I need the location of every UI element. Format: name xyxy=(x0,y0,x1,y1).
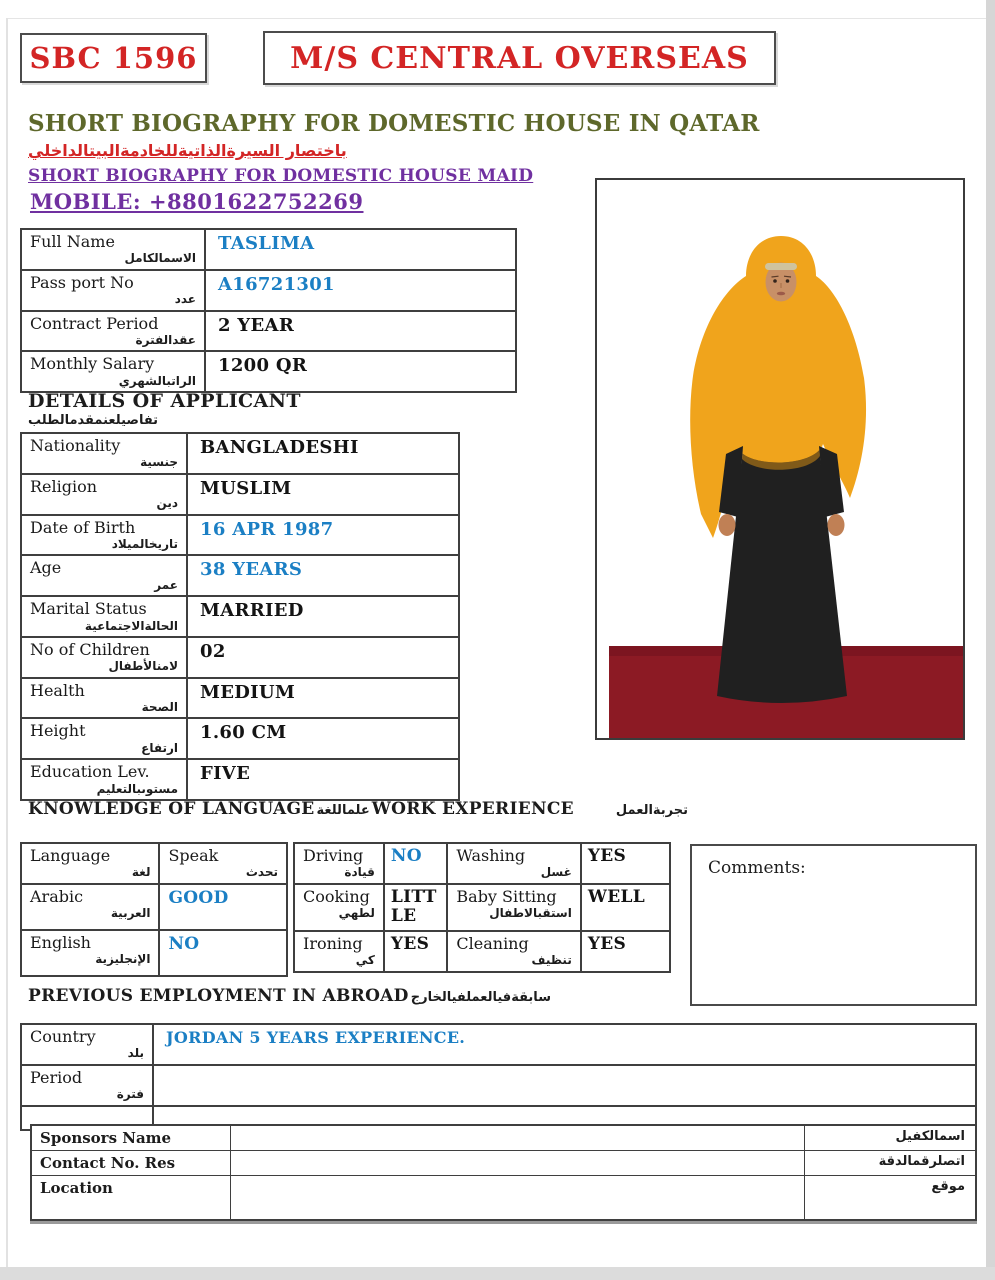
table-row xyxy=(21,311,516,352)
table-row xyxy=(31,1151,976,1176)
page-edge-top xyxy=(6,18,986,19)
table-row xyxy=(21,759,459,800)
field-label: Age xyxy=(30,558,62,578)
reference-code-box xyxy=(20,33,207,83)
field-value xyxy=(153,1065,976,1106)
table-row xyxy=(21,718,459,759)
sponsor-table xyxy=(30,1124,977,1221)
table-row xyxy=(21,229,516,270)
employment-section-heading-arabic: سابقةفيالعملفيالخارج xyxy=(410,990,551,1005)
document-subtitle: SHORT BIOGRAPHY FOR DOMESTIC HOUSE MAID xyxy=(28,166,534,186)
field-label-arabic: فترة xyxy=(116,1087,144,1102)
table-row xyxy=(31,1176,976,1220)
skill-label-arabic: غسل xyxy=(540,865,572,880)
language-name: Arabic xyxy=(30,886,84,906)
field-label-arabic: الاسمالكامل xyxy=(124,251,196,266)
sponsor-field-label-arabic: اسمالكفيل xyxy=(804,1125,976,1151)
comments-label: Comments: xyxy=(708,858,806,878)
mobile-number: MOBILE: +8801622752269 xyxy=(30,189,364,214)
field-label: Nationality xyxy=(30,436,121,455)
previous-employment-table xyxy=(20,1023,977,1131)
field-label: Date of Birth xyxy=(30,517,136,537)
field-value: MUSLIM xyxy=(187,474,459,515)
page-edge-left xyxy=(6,18,8,1267)
employment-heading-row xyxy=(28,986,553,1006)
field-value: 02 xyxy=(187,637,459,678)
table-row xyxy=(21,474,459,515)
sponsor-field-label: Contact No. Res xyxy=(31,1151,231,1176)
skill-label: Cleaning xyxy=(456,933,529,953)
table-row xyxy=(21,843,287,884)
table-row xyxy=(21,555,459,596)
applicant-details-table xyxy=(20,432,460,801)
language-name: English xyxy=(30,932,91,952)
skill-label-arabic: تنظيف xyxy=(531,953,572,968)
table-row xyxy=(294,931,670,972)
field-label: Marital Status xyxy=(30,599,147,619)
language-name-arabic: العربية xyxy=(110,906,151,921)
left-hand-shape xyxy=(719,514,736,536)
skill-label-arabic: قيادة xyxy=(344,865,375,880)
field-label: Full Name xyxy=(30,232,115,251)
skill-value: LITTLE xyxy=(384,884,447,931)
field-label: Health xyxy=(30,680,85,700)
skill-value: YES xyxy=(384,931,447,972)
column-header-arabic: تحدث xyxy=(245,865,278,880)
applicant-section-heading-arabic: تفاصيلعنمقدمالطلب xyxy=(28,413,159,428)
table-row xyxy=(31,1125,976,1151)
employment-section-heading: PREVIOUS EMPLOYMENT IN ABROAD xyxy=(28,986,409,1006)
language-level: GOOD xyxy=(159,884,287,930)
work-section-heading: WORK EXPERIENCE xyxy=(371,799,574,819)
language-section-heading: KNOWLEDGE OF LANGUAGE xyxy=(28,799,315,819)
field-label-arabic: مستوىبالتعليم xyxy=(96,781,178,796)
page-edge-right xyxy=(986,0,995,1280)
skill-label: Driving xyxy=(303,846,364,865)
table-row xyxy=(294,884,670,931)
field-label-arabic: الصحة xyxy=(141,700,178,715)
page-edge-bottom xyxy=(0,1267,995,1280)
work-section-heading-arabic: تجربةالعمل xyxy=(615,803,689,818)
field-value: MEDIUM xyxy=(187,678,459,719)
column-header: Speak xyxy=(168,846,219,865)
language-level: NO xyxy=(159,930,287,976)
company-name-box xyxy=(263,31,776,85)
company-name: M/S CENTRAL OVERSEAS xyxy=(290,40,749,76)
table-row xyxy=(21,351,516,392)
field-label: Country xyxy=(30,1027,96,1046)
document-title: SHORT BIOGRAPHY FOR DOMESTIC HOUSE IN QATAR xyxy=(28,110,760,137)
skill-label: Washing xyxy=(456,846,526,865)
sponsor-field-value xyxy=(231,1151,804,1176)
field-value: 38 YEARS xyxy=(187,555,459,596)
field-label: Monthly Salary xyxy=(30,354,155,374)
field-label-arabic: الراتبالشهري xyxy=(118,373,196,388)
field-label-arabic: الحالةالاجتماعية xyxy=(84,618,178,633)
field-label: Height xyxy=(30,721,86,741)
language-section-heading-arabic: علماللغة xyxy=(316,803,370,818)
sponsor-field-label: Sponsors Name xyxy=(31,1125,231,1151)
sponsor-field-label-arabic: اتصلرقمالدقة xyxy=(804,1151,976,1176)
language-work-heading-row xyxy=(28,799,690,819)
field-label: Pass port No xyxy=(30,272,134,292)
table-row xyxy=(21,515,459,556)
field-value: BANGLADESHI xyxy=(187,433,459,474)
field-value: A16721301 xyxy=(205,270,516,311)
field-label-arabic: لامنالأطفال xyxy=(108,659,178,674)
field-value: 16 APR 1987 xyxy=(187,515,459,556)
table-row xyxy=(21,1065,976,1106)
work-experience-table xyxy=(293,842,671,973)
column-header-arabic: لغة xyxy=(131,865,151,880)
table-row xyxy=(294,843,670,884)
skill-value: NO xyxy=(384,843,447,884)
field-label-arabic: دين xyxy=(156,496,178,511)
table-row xyxy=(21,637,459,678)
skill-label: Ironing xyxy=(303,933,363,953)
skill-label-arabic: استقبالاطفال xyxy=(489,906,572,921)
document-title-arabic: باختصار السيرةالذاتيةللخادمةالبيتالداخلي xyxy=(28,141,347,160)
field-value: FIVE xyxy=(187,759,459,800)
field-label: Religion xyxy=(30,476,98,496)
field-label-arabic: عقدالفترة xyxy=(135,332,196,347)
table-row xyxy=(21,596,459,637)
applicant-photo-illustration xyxy=(597,180,963,738)
field-value: MARRIED xyxy=(187,596,459,637)
sponsor-field-label: Location xyxy=(31,1176,231,1220)
skill-label-arabic: لطهي xyxy=(338,906,375,921)
basic-info-table xyxy=(20,228,517,393)
applicant-photo xyxy=(595,178,965,740)
table-row xyxy=(21,433,459,474)
reference-code: SBC 1596 xyxy=(29,41,198,75)
language-name-arabic: الإنجليزية xyxy=(95,952,151,967)
skill-label-arabic: كي xyxy=(355,953,375,968)
skill-value: YES xyxy=(581,931,670,972)
field-label: Period xyxy=(30,1067,83,1087)
skill-label: Cooking xyxy=(303,886,370,906)
field-label-arabic: جنسية xyxy=(140,455,178,470)
field-label: No of Children xyxy=(30,639,150,659)
field-value: 1200 QR xyxy=(205,351,516,392)
sponsor-field-value xyxy=(231,1176,804,1220)
field-label-arabic: بلد xyxy=(127,1046,144,1061)
field-label-arabic: عمر xyxy=(154,577,178,592)
skill-value: YES xyxy=(581,843,670,884)
field-label: Education Lev. xyxy=(30,762,150,782)
table-row xyxy=(21,678,459,719)
field-label-arabic: ارتفاع xyxy=(141,740,178,755)
field-label: Contract Period xyxy=(30,313,159,333)
applicant-section-heading: DETAILS OF APPLICANT xyxy=(28,390,301,412)
field-value: 2 YEAR xyxy=(205,311,516,352)
field-value: JORDAN 5 YEARS EXPERIENCE. xyxy=(153,1024,976,1065)
field-label-arabic: عدد xyxy=(174,292,196,307)
table-row xyxy=(21,884,287,930)
skill-value: WELL xyxy=(581,884,670,931)
field-value: TASLIMA xyxy=(205,229,516,270)
right-hand-shape xyxy=(828,514,845,536)
table-row xyxy=(21,930,287,976)
skill-label: Baby Sitting xyxy=(456,886,557,906)
column-header: Language xyxy=(30,846,111,865)
field-value: 1.60 CM xyxy=(187,718,459,759)
language-table xyxy=(20,842,288,977)
table-row xyxy=(21,270,516,311)
sponsor-field-value xyxy=(231,1125,804,1151)
comments-box xyxy=(690,844,977,1006)
table-row xyxy=(21,1024,976,1065)
sponsor-field-label-arabic: موقع xyxy=(804,1176,976,1220)
field-label-arabic: تاريخالميلاد xyxy=(111,536,178,551)
